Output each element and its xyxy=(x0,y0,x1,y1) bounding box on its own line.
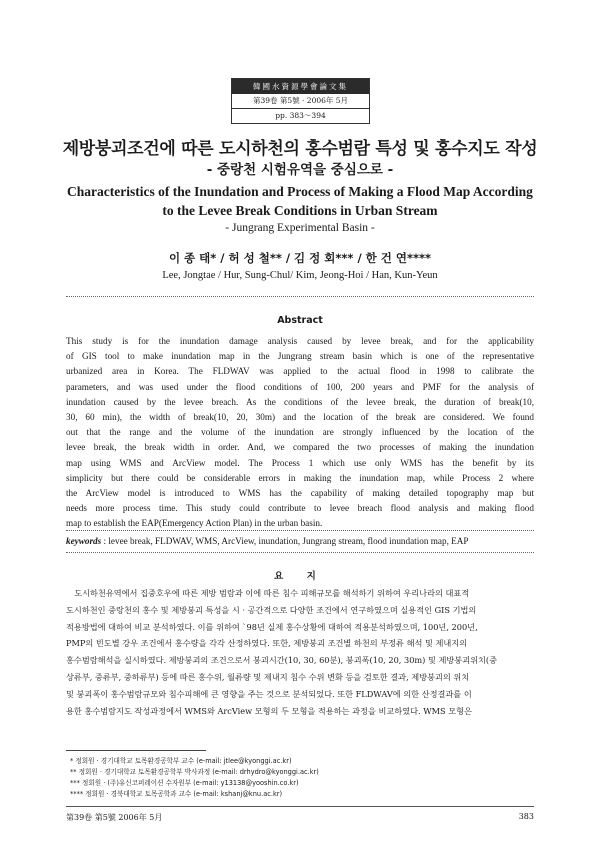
yoji-line: 도시하천인 중랑천의 홍수 및 제방붕괴 특성을 시 · 공간적으로 다양한 조건에서 연구하였으며 실용적인 GIS 기법의 xyxy=(66,604,477,615)
footer-rule xyxy=(66,806,534,807)
yoji-line: 도시하천유역에서 집중호우에 따른 제방 범람과 이에 따른 침수 피해규모를 해석하기 위하여 우리나라의 대표적 xyxy=(66,588,470,598)
yoji-heading: 요 지 xyxy=(274,571,326,582)
abstract-line: urbanized area in Korea. The FLDWAV was applied to the actual flood in 1998 to calibrate the xyxy=(66,366,534,377)
abstract-heading: Abstract xyxy=(277,315,323,326)
yoji-line: 및 붕괴폭이 홍수범람규모와 침수피해에 큰 영향을 주는 것으로 분석되었다. 또한 FLDWAV에 의한 산정결과를 이 xyxy=(66,688,472,699)
abstract-line: This study is for the inundation damage analysis caused by levee break, and for the applicability xyxy=(66,336,534,346)
yoji-line: 상류부, 중류부, 중하류부) 등에 따른 홍수위, 월류량 및 제내지 침수 수위 변화 등을 검토한 결과, 제방붕괴의 위치 xyxy=(66,671,470,682)
journal-pages: pp. 383～394 xyxy=(275,111,326,120)
footnote-rule xyxy=(66,750,206,751)
yoji-line: 용한 홍수범람지도 작성과정에서 WMS와 ArcView 모형의 두 모형을 적용하는 과정을 비교하였다. WMS 모형은 xyxy=(66,705,472,716)
journal-name: 韓國水資源學會論文集 xyxy=(232,79,369,94)
yoji-body xyxy=(66,585,534,719)
abstract-line: out that the range and the volume of the inundation are strongly influenced by the location of the xyxy=(66,427,534,438)
keywords-line xyxy=(66,536,534,546)
subtitle-english: - Jungrang Experimental Basin - xyxy=(225,222,375,234)
abstract-line: map using WMS and ArcView model. The Process 1 which use only WMS has the benefit by its xyxy=(66,457,534,468)
authors-english: Lee, Jongtae / Hur, Sung-Chul/ Kim, Jeong-Hoi / Han, Kun-Yeun xyxy=(162,270,438,281)
subtitle-korean: - 중랑천 시험유역을 중심으로 - xyxy=(206,162,394,178)
separator-dotted xyxy=(66,530,534,531)
page-number: 383 xyxy=(518,812,534,821)
footnote-item: *** 정회원 · (주)유신코퍼레이션 수자원부 (e-mail: y13138@yooshin.co.kr) xyxy=(70,779,299,787)
separator-dotted xyxy=(66,296,534,297)
title-english-line-2: to the Levee Break Conditions in Urban Stream xyxy=(162,203,438,218)
yoji-line: PMP의 빈도별 강우 조건에서 홍수량을 각각 산정하였다. 또한, 제방붕괴 조건별 하천의 부정류 해석 및 제내지의 xyxy=(66,638,468,649)
keywords-text: : levee break, FLDWAV, WMS, ArcView, inundation, Jungrang stream, flood inundation map, EAP xyxy=(101,536,469,546)
abstract-line: levee break, the break width in order. And, we compared the two processes of making the inundation xyxy=(66,442,534,453)
abstract-line: needs more process time. This study could contribute to levee breach flood analysis and making flood xyxy=(66,503,534,514)
abstract-line: simplicity but there could be considerable errors in making the inundation map, while Process 2 where xyxy=(66,472,534,483)
keywords-label: keywords xyxy=(66,536,102,546)
abstract-line: map to establish the EAP(Emergency Action Plan) in the urban basin. xyxy=(66,518,323,529)
title-korean: 제방붕괴조건에 따른 도시하천의 홍수범람 특성 및 홍수지도 작성 xyxy=(62,139,538,159)
journal-volume: 第39卷 第5號 · 2006年 5月 xyxy=(232,94,369,109)
title-english xyxy=(0,182,600,220)
abstract-line: parameters, and was used under the flood conditions of 100, 200 years and PMF for the analysis of xyxy=(66,381,534,392)
footnote-item: **** 정회원 · 경북대학교 토목공학과 교수 (e-mail: kshanj@knu.ac.kr) xyxy=(70,790,283,798)
journal-info-box xyxy=(231,78,370,124)
footer-journal-issue: 第39卷 第5號 2006年 5月 xyxy=(66,813,163,822)
abstract-body xyxy=(66,334,534,532)
abstract-line: 30, 60 min), the width of break(10, 20, 30m) and the location of the break are considered. We found xyxy=(66,412,534,423)
abstract-line: the ArcView model is introduced to WMS has the capability of making detailed topography map but xyxy=(66,488,534,499)
authors-korean: 이 종 태* / 허 성 철** / 김 정 회*** / 한 건 연**** xyxy=(168,251,432,265)
abstract-line: inundation caused by the levee breach. As the conditions of the levee break, the duration of break(10, xyxy=(66,396,534,407)
separator-dotted xyxy=(66,552,534,553)
footnote-item: ** 정회원 · 경기대학교 토목환경공학부 박사과정 (e-mail: drhydro@kyonggi.ac.kr) xyxy=(70,768,319,776)
yoji-line: 홍수범람해석을 실시하였다. 제방붕괴의 조건으로서 붕괴시간(10, 30, 60분), 붕괴폭(10, 20, 30m) 및 제방붕괴위치(중 xyxy=(66,655,498,666)
yoji-line: 적용방법에 대하여 비교 분석하였다. 이를 위하여 `98년 실제 홍수상황에 대하여 적용분석하였으며, 100년, 200년, xyxy=(66,621,478,632)
abstract-line: of GIS tool to make inundation map in the Jungrang stream basin which is one of the representative xyxy=(66,351,534,362)
footnote-item: * 정회원 · 경기대학교 토목환경공학부 교수 (e-mail: jtlee@kyonggi.ac.kr) xyxy=(70,757,292,765)
title-english-line-1: Characteristics of the Inundation and Process of Making a Flood Map According xyxy=(67,184,533,199)
footnotes xyxy=(70,756,319,800)
